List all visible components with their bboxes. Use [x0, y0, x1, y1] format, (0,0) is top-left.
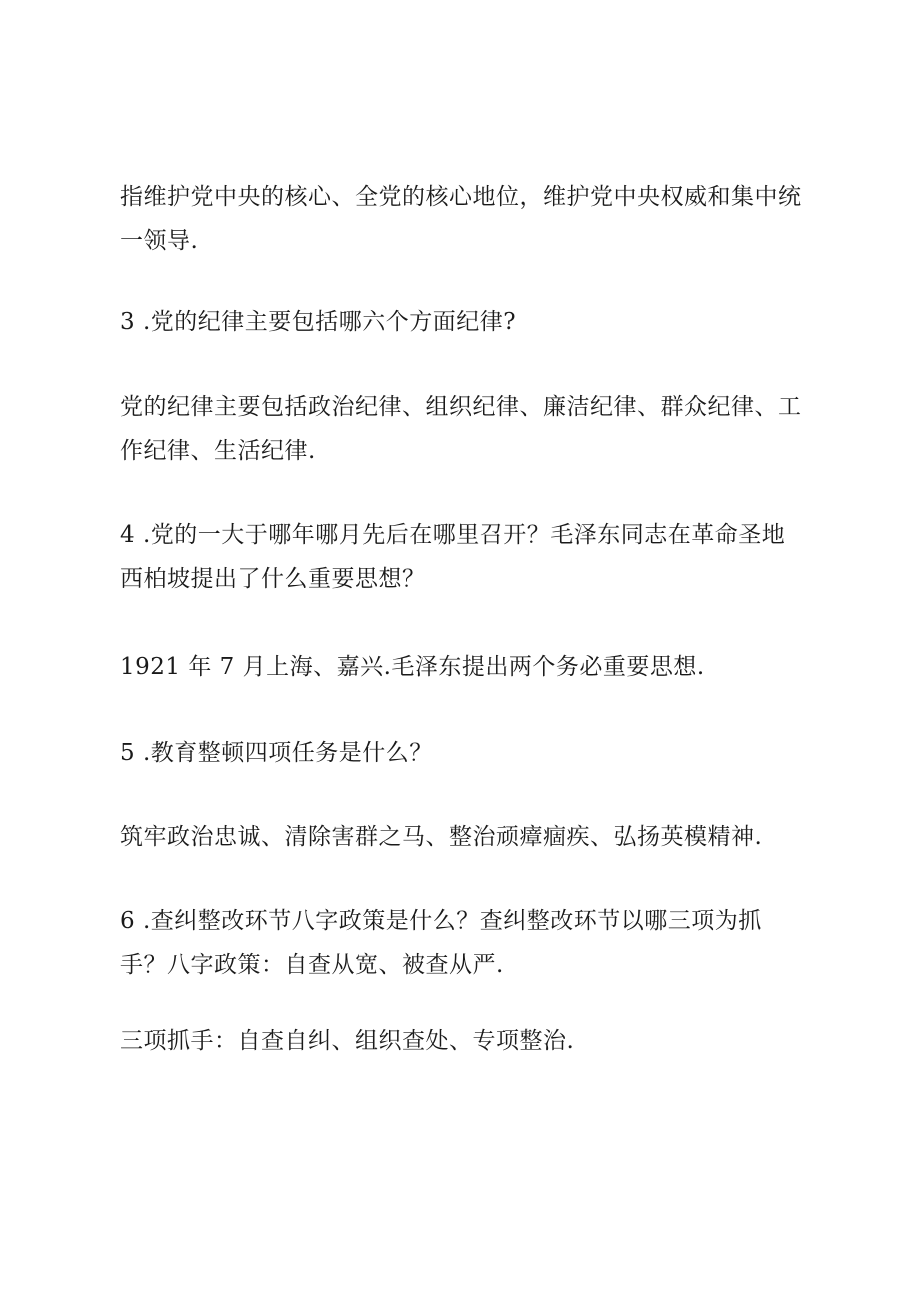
text-line: 西柏坡提出了什么重要思想？: [120, 566, 426, 592]
question-3: 3 .党的纪律主要包括哪六个方面纪律?: [120, 309, 517, 335]
text-line: 三项抓手：自查自纠、组织查处、专项整治.: [120, 1028, 575, 1054]
text-line: 作纪律、生活纪律.: [120, 438, 316, 464]
text-line: 筑牢政治忠诚、清除害群之马、整治顽瘴痼疾、弘扬英模精神.: [120, 824, 763, 850]
text-line: 手？八字政策：自查从宽、被查从严.: [120, 952, 504, 978]
question-4: 4 .党的一大于哪年哪月先后在哪里召开？毛泽东同志在革命圣地: [120, 522, 786, 548]
text-line: 1921 年 7 月上海、嘉兴.毛泽东提出两个务必重要思想.: [120, 654, 705, 680]
question-5: 5 .教育整顿四项任务是什么？: [120, 740, 433, 766]
question-6: 6 .查纠整改环节八字政策是什么？查纠整改环节以哪三项为抓: [120, 908, 762, 934]
text-line: 指维护党中央的核心、全党的核心地位，维护党中央权威和集中统: [120, 184, 802, 210]
text-line: 党的纪律主要包括政治纪律、组织纪律、廉洁纪律、群众纪律、工: [120, 394, 802, 420]
text-line: 一领导.: [120, 228, 199, 254]
